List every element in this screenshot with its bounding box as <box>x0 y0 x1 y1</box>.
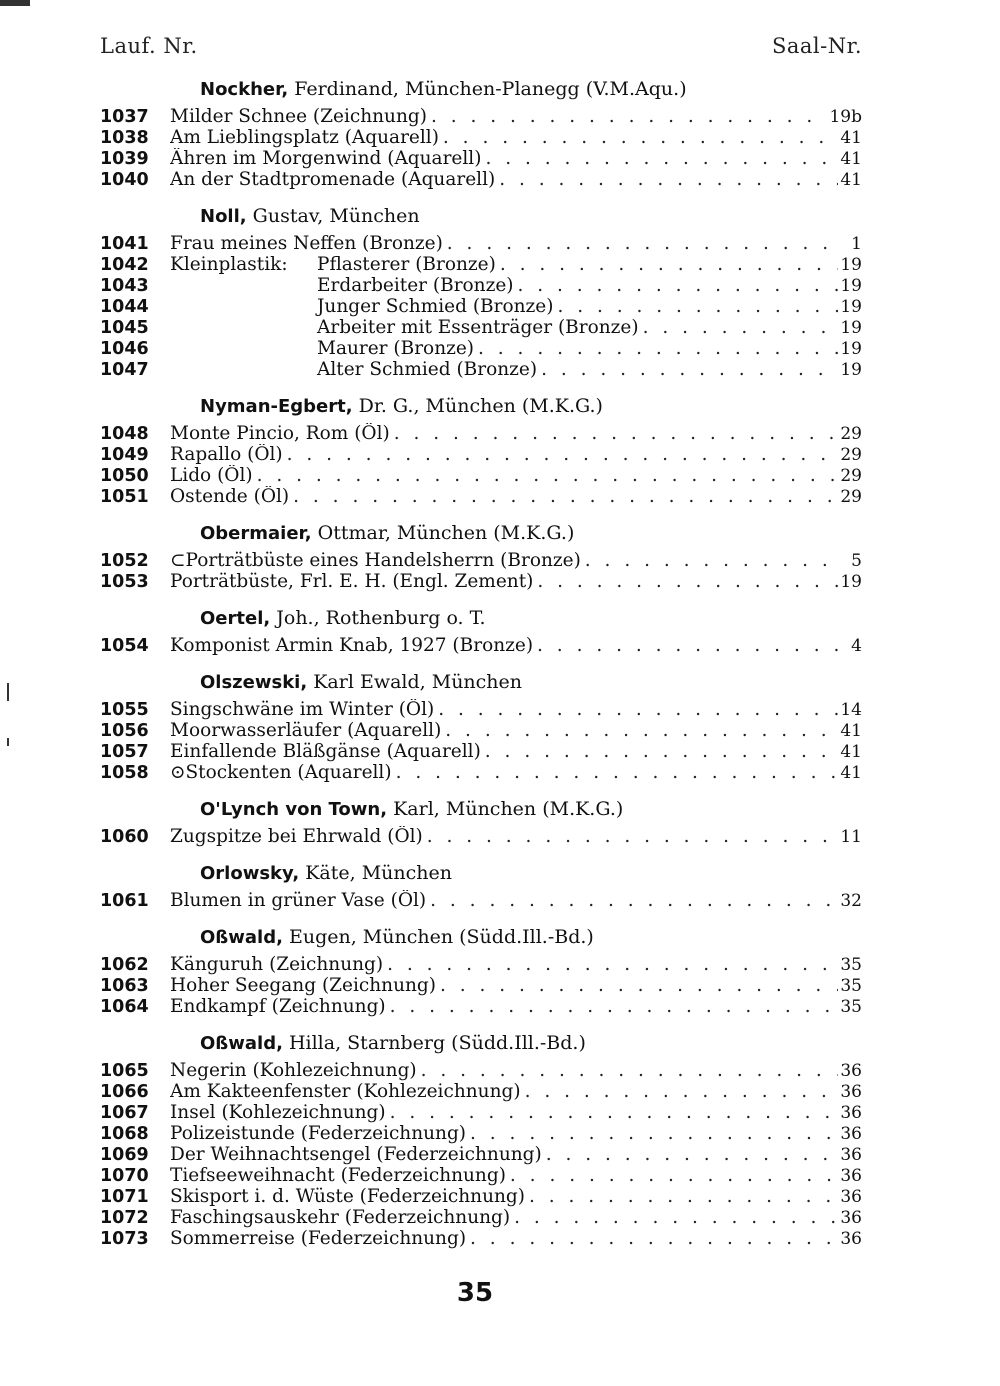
entry-number: 1070 <box>100 1166 149 1186</box>
scan-mark <box>0 0 30 6</box>
entry-saal-number: 19 <box>840 572 862 592</box>
entry-number: 1060 <box>100 827 149 847</box>
entry-title: Insel (Kohlezeichnung) <box>170 1102 386 1123</box>
artist-name: Nyman-Egbert, <box>200 396 353 417</box>
artist-section <box>100 860 862 911</box>
entry-title-wrap <box>170 996 838 1017</box>
dot-leader <box>253 465 839 486</box>
entry-title: Am Lieblingsplatz (Aquarell) <box>170 127 439 148</box>
artist-name: O'Lynch von Town, <box>200 799 388 820</box>
entry-title-wrap <box>170 1102 838 1123</box>
dot-leader <box>283 444 839 465</box>
catalog-entry <box>100 338 862 359</box>
entry-saal-number: 36 <box>840 1061 862 1081</box>
catalog-entry <box>100 890 862 911</box>
artist-section <box>100 796 862 847</box>
catalog-entry <box>100 1186 862 1207</box>
entry-title: Pflasterer (Bronze) <box>317 254 496 275</box>
catalog-entry <box>100 762 862 783</box>
scan-mark <box>7 738 9 746</box>
artist-section <box>100 924 862 1017</box>
entry-saal-number: 1 <box>851 234 862 254</box>
dot-leader <box>466 1228 838 1249</box>
entry-title-wrap <box>170 148 838 169</box>
entry-number: 1054 <box>100 636 149 656</box>
entry-saal-number: 4 <box>851 636 862 656</box>
entry-title-wrap <box>170 1081 838 1102</box>
catalog-entry <box>100 741 862 762</box>
catalog-entry <box>100 106 862 127</box>
entry-number: 1050 <box>100 466 149 486</box>
dot-leader <box>533 635 842 656</box>
entry-title: Der Weihnachtsengel (Federzeichnung) <box>170 1144 542 1165</box>
entry-title: Blumen in grüner Vase (Öl) <box>170 890 427 911</box>
catalog-entry <box>100 1207 862 1228</box>
catalog-entry <box>100 1228 862 1249</box>
dot-leader <box>525 1186 838 1207</box>
entry-title: Monte Pincio, Rom (Öl) <box>170 423 390 444</box>
entry-title-wrap <box>170 975 838 996</box>
entry-number: 1052 <box>100 551 149 571</box>
entry-title-wrap <box>170 465 838 486</box>
entry-title: Singschwäne im Winter (Öl) <box>170 699 435 720</box>
entry-prefix: Kleinplastik: <box>170 254 288 275</box>
artist-detail: Dr. G., München (M.K.G.) <box>352 395 603 417</box>
artist-heading <box>100 1030 862 1056</box>
dot-leader <box>496 254 839 275</box>
catalog-entry <box>100 1123 862 1144</box>
artist-detail: Gustav, München <box>246 205 420 227</box>
entry-saal-number: 14 <box>840 700 862 720</box>
artist-detail: Karl, München (M.K.G.) <box>387 798 624 820</box>
dot-leader <box>495 169 838 190</box>
artist-section <box>100 203 862 380</box>
catalog-entry <box>100 423 862 444</box>
artist-section <box>100 520 862 592</box>
entry-number: 1044 <box>100 297 149 317</box>
entry-number: 1043 <box>100 276 149 296</box>
dot-leader <box>436 975 838 996</box>
entry-saal-number: 29 <box>840 466 862 486</box>
catalog-entry <box>100 1165 862 1186</box>
entry-title: Milder Schnee (Zeichnung) <box>170 106 427 127</box>
entry-saal-number: 36 <box>840 1103 862 1123</box>
artist-detail: Ferdinand, München-Planegg (V.M.Aqu.) <box>288 78 687 100</box>
artist-section <box>100 669 862 783</box>
entry-saal-number: 36 <box>840 1082 862 1102</box>
catalog-entry <box>100 486 862 507</box>
artist-section <box>100 393 862 507</box>
entry-title-wrap <box>170 550 842 571</box>
catalog-entry <box>100 1144 862 1165</box>
catalog-entry <box>100 317 862 338</box>
catalog-entry <box>100 275 862 296</box>
entry-title: Skisport i. d. Wüste (Federzeichnung) <box>170 1186 525 1207</box>
entry-title-wrap <box>170 423 838 444</box>
entry-title-wrap <box>170 127 838 148</box>
entry-number: 1053 <box>100 572 149 592</box>
entry-number: 1064 <box>100 997 149 1017</box>
dot-leader <box>514 275 839 296</box>
entry-title-wrap <box>170 1123 838 1144</box>
entry-number: 1057 <box>100 742 149 762</box>
dot-leader <box>289 486 838 507</box>
entry-title: Ostende (Öl) <box>170 486 290 507</box>
entry-title-wrap <box>170 1060 838 1081</box>
entry-title: Alter Schmied (Bronze) <box>317 359 538 380</box>
entry-saal-number: 41 <box>840 763 862 783</box>
catalog-entry <box>100 1102 862 1123</box>
dot-leader <box>423 826 839 847</box>
artist-heading <box>100 520 862 546</box>
catalog-entry <box>100 635 862 656</box>
artist-heading <box>100 203 862 229</box>
artist-heading <box>100 669 862 695</box>
entry-number: 1056 <box>100 721 149 741</box>
entry-title-wrap <box>170 338 838 359</box>
dot-leader <box>481 148 838 169</box>
entry-title-wrap <box>170 106 827 127</box>
entry-saal-number: 29 <box>840 424 862 444</box>
dot-leader <box>417 1060 839 1081</box>
entry-saal-number: 19 <box>840 339 862 359</box>
artist-name: Obermaier, <box>200 523 312 544</box>
entry-saal-number: 19 <box>840 255 862 275</box>
catalog-list <box>100 76 862 1262</box>
entry-saal-number: 5 <box>851 551 862 571</box>
entry-number: 1071 <box>100 1187 149 1207</box>
catalog-entry <box>100 359 862 380</box>
entry-title-wrap <box>170 254 838 275</box>
entry-saal-number: 36 <box>840 1229 862 1249</box>
entry-title-wrap <box>170 571 838 592</box>
entry-title: Ähren im Morgenwind (Aquarell) <box>170 148 482 169</box>
artist-detail: Hilla, Starnberg (Südd.Ill.-Bd.) <box>282 1032 586 1054</box>
entry-title: Negerin (Kohlezeichnung) <box>170 1060 417 1081</box>
entry-title-wrap <box>170 359 838 380</box>
entry-title: Faschingsauskehr (Federzeichnung) <box>170 1207 511 1228</box>
entry-title: Rapallo (Öl) <box>170 444 283 465</box>
entry-saal-number: 36 <box>840 1124 862 1144</box>
entry-saal-number: 19 <box>840 318 862 338</box>
entry-saal-number: 36 <box>840 1166 862 1186</box>
dot-leader <box>521 1081 839 1102</box>
entry-number: 1047 <box>100 360 149 380</box>
entry-saal-number: 41 <box>840 742 862 762</box>
catalog-entry <box>100 550 862 571</box>
artist-detail: Ottmar, München (M.K.G.) <box>311 522 575 544</box>
entry-number: 1069 <box>100 1145 149 1165</box>
entry-number: 1040 <box>100 170 149 190</box>
entry-title: Am Kakteenfenster (Kohlezeichnung) <box>170 1081 521 1102</box>
entry-saal-number: 41 <box>840 149 862 169</box>
entry-title-wrap <box>170 296 838 317</box>
artist-heading <box>100 393 862 419</box>
entry-saal-number: 19b <box>829 107 862 127</box>
dot-leader <box>441 720 838 741</box>
entry-title-wrap <box>170 699 838 720</box>
entry-saal-number: 36 <box>840 1187 862 1207</box>
entry-title: An der Stadtpromenade (Aquarell) <box>170 169 496 190</box>
entry-saal-number: 29 <box>840 445 862 465</box>
catalog-entry <box>100 720 862 741</box>
artist-detail: Joh., Rothenburg o. T. <box>270 607 486 629</box>
entry-title: Arbeiter mit Essenträger (Bronze) <box>317 317 639 338</box>
catalog-entry <box>100 169 862 190</box>
dot-leader <box>466 1123 838 1144</box>
dot-leader <box>537 359 838 380</box>
column-header-saal-nr: Saal-Nr. <box>771 34 862 58</box>
dot-leader <box>427 106 828 127</box>
entry-title: Einfallende Bläßgänse (Aquarell) <box>170 741 481 762</box>
catalog-entry <box>100 127 862 148</box>
entry-title-wrap <box>170 826 838 847</box>
dot-leader <box>383 954 838 975</box>
entry-number: 1063 <box>100 976 149 996</box>
catalog-entry <box>100 954 862 975</box>
dot-leader <box>581 550 842 571</box>
entry-number: 1061 <box>100 891 149 911</box>
dot-leader <box>474 338 838 359</box>
entry-number: 1046 <box>100 339 149 359</box>
entry-saal-number: 41 <box>840 128 862 148</box>
catalog-entry <box>100 975 862 996</box>
artist-name: Orlowsky, <box>200 863 300 884</box>
entry-saal-number: 35 <box>840 955 862 975</box>
entry-title: Polizeistunde (Federzeichnung) <box>170 1123 467 1144</box>
entry-saal-number: 19 <box>840 276 862 296</box>
entry-number: 1042 <box>100 255 149 275</box>
entry-title-wrap <box>170 1144 838 1165</box>
entry-title-wrap <box>170 1165 838 1186</box>
dot-leader <box>392 762 839 783</box>
entry-title: Moorwasserläufer (Aquarell) <box>170 720 442 741</box>
entry-title-wrap <box>170 1228 838 1249</box>
entry-title-wrap <box>170 954 838 975</box>
entry-title-wrap <box>170 720 838 741</box>
entry-number: 1065 <box>100 1061 149 1081</box>
dot-leader <box>386 1102 839 1123</box>
entry-title-wrap <box>170 1207 838 1228</box>
catalog-entry <box>100 148 862 169</box>
entry-title: Endkampf (Zeichnung) <box>170 996 386 1017</box>
entry-title: ⊙Stockenten (Aquarell) <box>170 762 392 783</box>
artist-heading <box>100 924 862 950</box>
entry-title-wrap <box>170 762 838 783</box>
entry-number: 1062 <box>100 955 149 975</box>
entry-title-wrap <box>170 275 838 296</box>
dot-leader <box>426 890 838 911</box>
entry-title-wrap <box>170 741 838 762</box>
entry-saal-number: 19 <box>840 360 862 380</box>
entry-saal-number: 35 <box>840 976 862 996</box>
entry-number: 1068 <box>100 1124 149 1144</box>
entry-title: Zugspitze bei Ehrwald (Öl) <box>170 826 423 847</box>
entry-number: 1073 <box>100 1229 149 1249</box>
entry-saal-number: 32 <box>840 891 862 911</box>
artist-name: Oßwald, <box>200 927 283 948</box>
catalog-entry <box>100 254 862 275</box>
entry-title: Komponist Armin Knab, 1927 (Bronze) <box>170 635 534 656</box>
catalog-entry <box>100 444 862 465</box>
entry-saal-number: 36 <box>840 1145 862 1165</box>
artist-detail: Eugen, München (Südd.Ill.-Bd.) <box>282 926 594 948</box>
column-header-lauf-nr: Lauf. Nr. <box>100 34 198 58</box>
catalog-entry <box>100 699 862 720</box>
entry-number: 1067 <box>100 1103 149 1123</box>
entry-saal-number: 41 <box>840 721 862 741</box>
artist-name: Noll, <box>200 206 247 227</box>
entry-title: Junger Schmied (Bronze) <box>317 296 554 317</box>
dot-leader <box>439 127 838 148</box>
dot-leader <box>386 996 839 1017</box>
entry-title: Känguruh (Zeichnung) <box>170 954 384 975</box>
entry-saal-number: 35 <box>840 997 862 1017</box>
entry-saal-number: 29 <box>840 487 862 507</box>
entry-title-wrap <box>170 486 838 507</box>
entry-title: Lido (Öl) <box>170 465 253 486</box>
artist-heading <box>100 605 862 631</box>
artist-section <box>100 605 862 656</box>
entry-title-wrap <box>170 444 838 465</box>
artist-heading <box>100 76 862 102</box>
entry-number: 1055 <box>100 700 149 720</box>
entry-title: Tiefseeweihnacht (Federzeichnung) <box>170 1165 506 1186</box>
dot-leader <box>506 1165 838 1186</box>
entry-title: Porträtbüste, Frl. E. H. (Engl. Zement) <box>170 571 534 592</box>
entry-number: 1039 <box>100 149 149 169</box>
dot-leader <box>390 423 839 444</box>
dot-leader <box>434 699 838 720</box>
artist-heading <box>100 796 862 822</box>
catalog-entry <box>100 571 862 592</box>
entry-number: 1049 <box>100 445 149 465</box>
entry-title-wrap <box>170 317 838 338</box>
artist-name: Oertel, <box>200 608 271 629</box>
entry-title-wrap <box>170 635 842 656</box>
entry-number: 1048 <box>100 424 149 444</box>
artist-name: Oßwald, <box>200 1033 283 1054</box>
entry-title-wrap <box>170 169 838 190</box>
dot-leader <box>553 296 838 317</box>
artist-heading <box>100 860 862 886</box>
entry-number: 1058 <box>100 763 149 783</box>
dot-leader <box>510 1207 838 1228</box>
catalog-entry <box>100 1060 862 1081</box>
entry-saal-number: 36 <box>840 1208 862 1228</box>
dot-leader <box>481 741 839 762</box>
entry-title: Sommerreise (Federzeichnung) <box>170 1228 467 1249</box>
entry-title: Frau meines Neffen (Bronze) <box>170 233 443 254</box>
entry-saal-number: 11 <box>840 827 862 847</box>
dot-leader <box>542 1144 839 1165</box>
page-number: 35 <box>456 1278 494 1308</box>
artist-section <box>100 1030 862 1249</box>
catalog-entry <box>100 465 862 486</box>
entry-number: 1051 <box>100 487 149 507</box>
catalog-entry <box>100 996 862 1017</box>
dot-leader <box>639 317 839 338</box>
entry-title: Erdarbeiter (Bronze) <box>317 275 514 296</box>
artist-detail: Käte, München <box>299 862 453 884</box>
entry-title: Maurer (Bronze) <box>317 338 475 359</box>
catalog-entry <box>100 296 862 317</box>
entry-title: ⊂Porträtbüste eines Handelsherrn (Bronze) <box>170 550 581 571</box>
artist-section <box>100 76 862 190</box>
entry-title: Hoher Seegang (Zeichnung) <box>170 975 436 996</box>
artist-detail: Karl Ewald, München <box>307 671 523 693</box>
entry-number: 1041 <box>100 234 149 254</box>
entry-number: 1072 <box>100 1208 149 1228</box>
entry-title-wrap <box>170 1186 838 1207</box>
catalog-entry <box>100 1081 862 1102</box>
dot-leader <box>443 233 842 254</box>
artist-name: Olszewski, <box>200 672 308 693</box>
entry-number: 1045 <box>100 318 149 338</box>
catalog-entry <box>100 826 862 847</box>
entry-number: 1066 <box>100 1082 149 1102</box>
dot-leader <box>533 571 838 592</box>
scan-mark <box>7 683 9 701</box>
entry-title-wrap <box>170 233 842 254</box>
entry-saal-number: 19 <box>840 297 862 317</box>
entry-number: 1037 <box>100 107 149 127</box>
artist-name: Nockher, <box>200 79 289 100</box>
catalog-entry <box>100 233 862 254</box>
entry-saal-number: 41 <box>840 170 862 190</box>
entry-title-wrap <box>170 890 838 911</box>
entry-number: 1038 <box>100 128 149 148</box>
